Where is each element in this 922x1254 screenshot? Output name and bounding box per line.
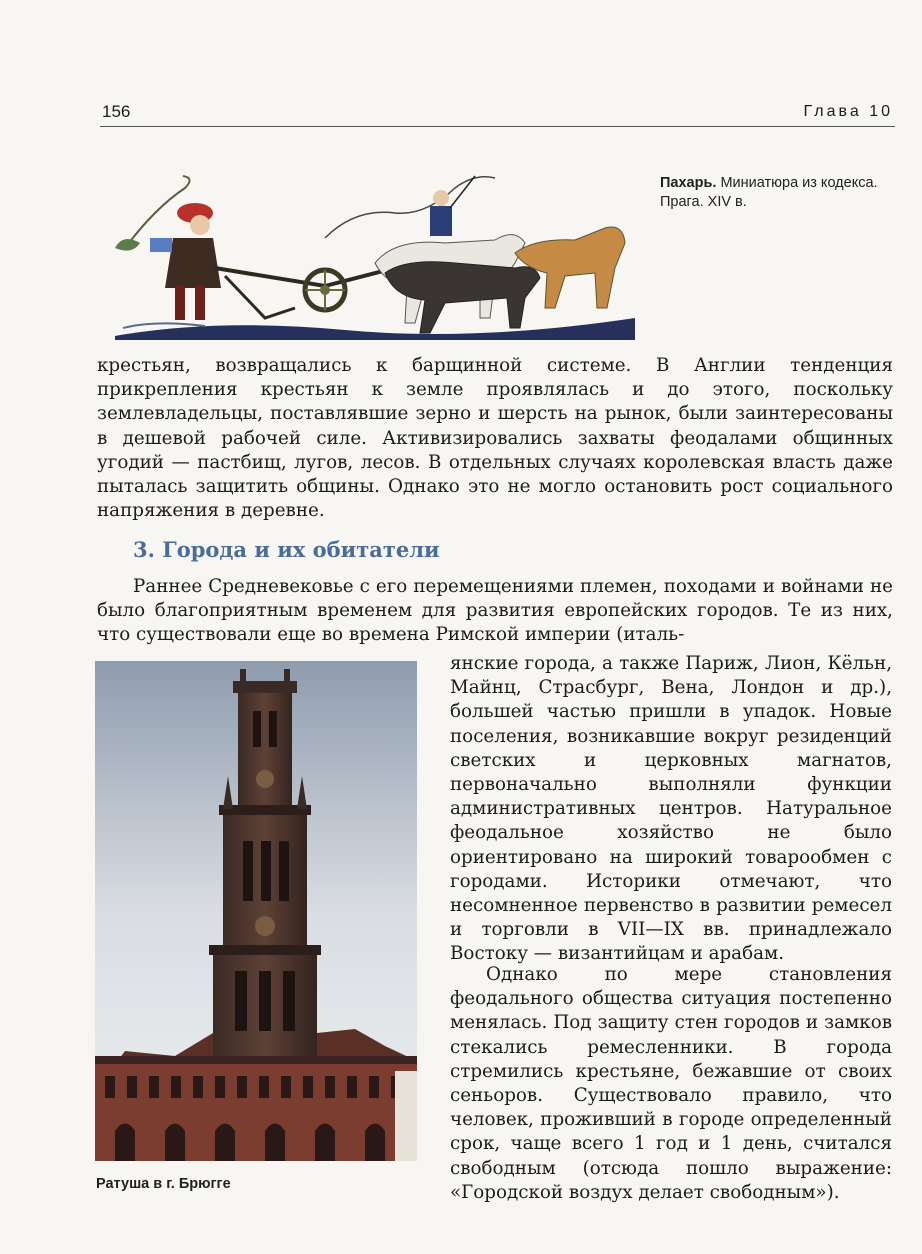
belfry-caption: Ратуша в г. Брюгге <box>96 1176 231 1192</box>
miniature-caption-text: Миниатюра из кодекса. Прага. XIV в. <box>660 175 878 210</box>
running-header <box>100 100 895 127</box>
paragraph-4: Однако по мере становления феодального общества ситуация постепенно менялась. Под защиту стен городов и замков стекались ремесленники. В города стремились крестьяне, бежавшие от своих сеньоров. Существовало правило, что человек, проживший в городе определенный срок, чаще всего 1 год и 1 день, считался свободным (отсюда пошло выражение: «Городской воздух делает свободным»). <box>450 964 892 1203</box>
bruges-belfry-photo <box>95 661 417 1161</box>
paragraph-2: Раннее Средневековье с его перемещениями племен, походами и войнами не было благоприятным временем для развития европейских городов. Те из них, что существовали еще во времена Римской империи (италь- <box>97 576 893 646</box>
paragraph-3: янские города, а также Париж, Лион, Кёльн, Майнц, Страсбург, Вена, Лондон и др.), большей частью пришли в упадок. Новые поселения, возникавшие вокруг резиденций светских и церковных магнатов, первоначально выполняли функции административных центров. Натуральное феодальное хозяйство не было ориентировано на широкий товарообмен с городами. Историки отмечают, что несомненное первенство в развитии ремесел и торговли в VII—IX вв. принадлежало Востоку — византийцам и арабам. <box>450 653 892 965</box>
miniature-caption-title: Пахарь. <box>660 175 717 191</box>
paragraph-1: крестьян, возвращались к барщинной системе. В Англии тенденция прикрепления крестьян к земле проявлялась и до этого, поскольку землевладельцы, поставлявшие зерно и шерсть на рынок, были заинтересованы в дешевой рабочей силе. Активизировались захваты феодалами общинных угодий — пастбищ, лугов, лесов. В отдельных случаях королевская власть даже пыталась защитить общины. Однако это не могло остановить рост социального напряжения в деревне. <box>97 355 893 522</box>
section-heading: 3. Города и их обитатели <box>133 537 440 562</box>
plowman-miniature-image <box>95 168 635 340</box>
page-number: 156 <box>102 102 131 121</box>
miniature-caption <box>660 174 900 212</box>
chapter-label: Глава 10 <box>803 103 893 120</box>
